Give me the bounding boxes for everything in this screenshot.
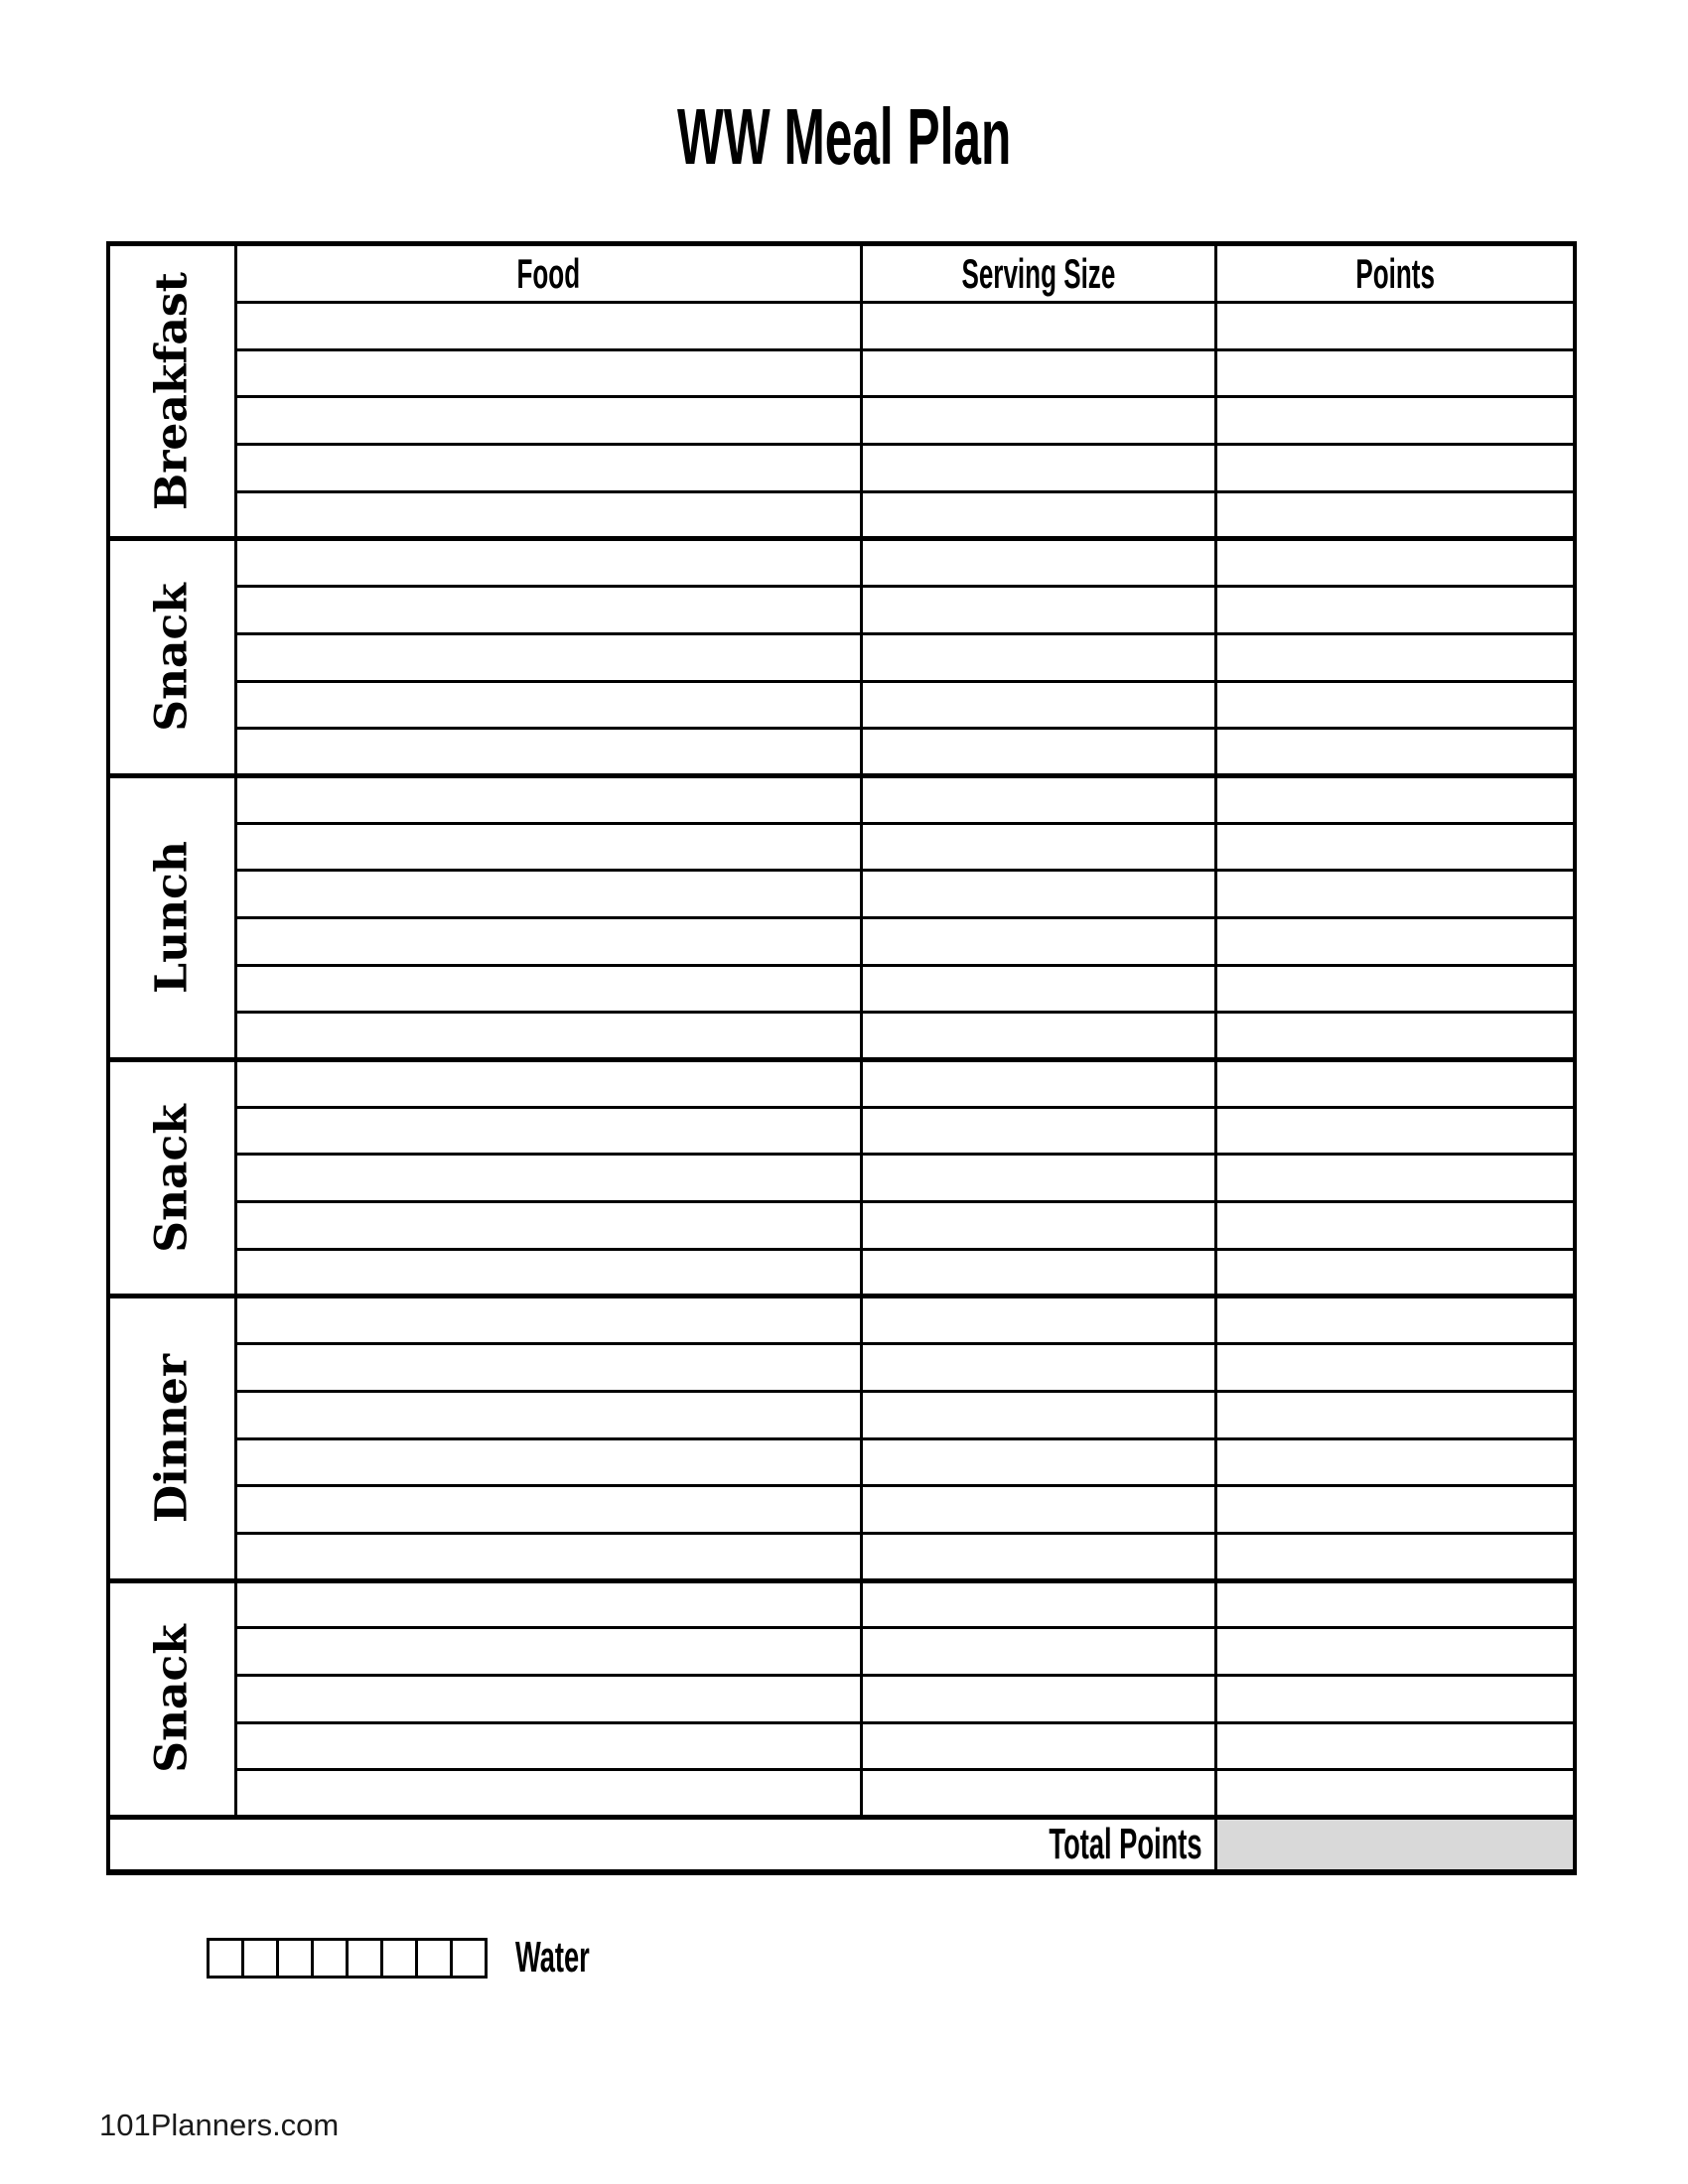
- water-checkbox[interactable]: [380, 1938, 418, 1979]
- meal-label-text: Snack: [146, 1103, 198, 1253]
- points-entry-cell[interactable]: [1215, 1107, 1575, 1155]
- meal-label-text: Snack: [146, 1624, 198, 1774]
- points-entry-cell[interactable]: [1215, 1202, 1575, 1250]
- total-points-row: [108, 1818, 1575, 1873]
- food-entry-cell[interactable]: [235, 823, 861, 871]
- table-row: [108, 1060, 1575, 1108]
- serving-size-entry-cell[interactable]: [861, 1722, 1215, 1770]
- serving-size-entry-cell[interactable]: [861, 539, 1215, 587]
- serving-size-entry-cell[interactable]: [861, 1580, 1215, 1628]
- serving-size-entry-cell[interactable]: [861, 729, 1215, 776]
- serving-size-entry-cell[interactable]: [861, 1628, 1215, 1676]
- table-row: [108, 349, 1575, 397]
- water-tracker: [207, 1933, 635, 1981]
- table-row: [108, 1580, 1575, 1628]
- points-entry-cell[interactable]: [1215, 1297, 1575, 1344]
- table-row: [108, 1297, 1575, 1344]
- serving-size-entry-cell[interactable]: [861, 303, 1215, 350]
- water-checkbox[interactable]: [276, 1938, 314, 1979]
- meal-label-text: Dinner: [146, 1353, 198, 1524]
- water-label-text: Water: [515, 1933, 590, 1981]
- serving-size-entry-cell[interactable]: [861, 1060, 1215, 1108]
- points-entry-cell[interactable]: [1215, 397, 1575, 445]
- food-entry-cell[interactable]: [235, 1722, 861, 1770]
- column-header-text: Food: [516, 249, 580, 297]
- serving-size-entry-cell[interactable]: [861, 1155, 1215, 1202]
- food-entry-cell[interactable]: [235, 491, 861, 539]
- points-entry-cell[interactable]: [1215, 491, 1575, 539]
- table-row: [108, 539, 1575, 587]
- points-entry-cell[interactable]: [1215, 871, 1575, 918]
- meal-label-text: Snack: [146, 583, 198, 732]
- points-entry-cell[interactable]: [1215, 729, 1575, 776]
- water-checkbox[interactable]: [241, 1938, 279, 1979]
- points-entry-cell[interactable]: [1215, 1770, 1575, 1818]
- food-entry-cell[interactable]: [235, 681, 861, 729]
- table-row: [108, 965, 1575, 1013]
- serving-size-entry-cell[interactable]: [861, 633, 1215, 681]
- points-entry-cell[interactable]: [1215, 1722, 1575, 1770]
- serving-size-entry-cell[interactable]: [861, 1770, 1215, 1818]
- serving-size-entry-cell[interactable]: [861, 397, 1215, 445]
- serving-size-entry-cell[interactable]: [861, 491, 1215, 539]
- table-row: [108, 1013, 1575, 1060]
- points-entry-cell[interactable]: [1215, 1628, 1575, 1676]
- table-row: [108, 917, 1575, 965]
- food-entry-cell[interactable]: [235, 917, 861, 965]
- water-checkbox[interactable]: [415, 1938, 453, 1979]
- points-entry-cell[interactable]: [1215, 1013, 1575, 1060]
- points-entry-cell[interactable]: [1215, 823, 1575, 871]
- serving-size-entry-cell[interactable]: [861, 1344, 1215, 1392]
- food-entry-cell[interactable]: [235, 1675, 861, 1722]
- food-entry-cell[interactable]: [235, 303, 861, 350]
- points-entry-cell[interactable]: [1215, 917, 1575, 965]
- food-entry-cell[interactable]: [235, 1202, 861, 1250]
- food-entry-cell[interactable]: [235, 1013, 861, 1060]
- table-row: [108, 775, 1575, 823]
- table-row: [108, 1628, 1575, 1676]
- column-header-row: [108, 244, 1575, 303]
- column-header-points: [1215, 244, 1575, 303]
- total-points-label: Total Points: [1049, 1820, 1202, 1868]
- points-entry-cell[interactable]: [1215, 1155, 1575, 1202]
- food-entry-cell[interactable]: [235, 539, 861, 587]
- meal-rows: [108, 244, 1575, 1818]
- food-entry-cell[interactable]: [235, 1155, 861, 1202]
- water-checkboxes: [207, 1938, 488, 1979]
- points-entry-cell[interactable]: [1215, 681, 1575, 729]
- serving-size-entry-cell[interactable]: [861, 1391, 1215, 1438]
- table-row: [108, 303, 1575, 350]
- serving-size-entry-cell[interactable]: [861, 1297, 1215, 1344]
- meal-section-label-snack-1: [108, 539, 235, 775]
- food-entry-cell[interactable]: [235, 1344, 861, 1392]
- meal-section-label-snack-5: [108, 1580, 235, 1817]
- table-row: [108, 823, 1575, 871]
- points-entry-cell[interactable]: [1215, 1438, 1575, 1486]
- food-entry-cell[interactable]: [235, 871, 861, 918]
- footer-site-text: 101Planners.com: [99, 2108, 340, 2142]
- water-checkbox[interactable]: [207, 1938, 244, 1979]
- serving-size-entry-cell[interactable]: [861, 871, 1215, 918]
- food-entry-cell[interactable]: [235, 633, 861, 681]
- meal-section-label-dinner-4: [108, 1297, 235, 1580]
- food-entry-cell[interactable]: [235, 729, 861, 776]
- table-row: [108, 1391, 1575, 1438]
- column-header-serving-size: [861, 244, 1215, 303]
- serving-size-entry-cell[interactable]: [861, 1486, 1215, 1534]
- serving-size-entry-cell[interactable]: [861, 1438, 1215, 1486]
- page-title: [0, 92, 1688, 181]
- serving-size-entry-cell[interactable]: [861, 681, 1215, 729]
- serving-size-entry-cell[interactable]: [861, 1533, 1215, 1580]
- food-entry-cell[interactable]: [235, 1486, 861, 1534]
- table-row: [108, 633, 1575, 681]
- points-entry-cell[interactable]: [1215, 965, 1575, 1013]
- points-entry-cell[interactable]: [1215, 775, 1575, 823]
- table-row: [108, 1675, 1575, 1722]
- meal-label-text: Lunch: [146, 841, 198, 995]
- table-row: [108, 1107, 1575, 1155]
- meal-section-label-lunch-2: [108, 775, 235, 1059]
- food-entry-cell[interactable]: [235, 1060, 861, 1108]
- table-row: [108, 681, 1575, 729]
- points-entry-cell[interactable]: [1215, 1060, 1575, 1108]
- column-header-food: [235, 244, 861, 303]
- points-entry-cell[interactable]: [1215, 633, 1575, 681]
- points-entry-cell[interactable]: [1215, 539, 1575, 587]
- table-row: [108, 491, 1575, 539]
- water-checkbox[interactable]: [450, 1938, 488, 1979]
- water-label: [515, 1933, 635, 1981]
- points-entry-cell[interactable]: [1215, 349, 1575, 397]
- table-row: [108, 871, 1575, 918]
- total-section: [108, 1818, 1575, 1873]
- food-entry-cell[interactable]: [235, 349, 861, 397]
- food-entry-cell[interactable]: [235, 775, 861, 823]
- serving-size-entry-cell[interactable]: [861, 349, 1215, 397]
- food-entry-cell[interactable]: [235, 1533, 861, 1580]
- food-entry-cell[interactable]: [235, 1438, 861, 1486]
- points-entry-cell[interactable]: [1215, 1533, 1575, 1580]
- food-entry-cell[interactable]: [235, 1770, 861, 1818]
- table-row: [108, 1770, 1575, 1818]
- page-title-text: WW Meal Plan: [676, 92, 1012, 181]
- food-entry-cell[interactable]: [235, 1580, 861, 1628]
- food-entry-cell[interactable]: [235, 1297, 861, 1344]
- table-row: [108, 445, 1575, 492]
- serving-size-entry-cell[interactable]: [861, 1202, 1215, 1250]
- table-row: [108, 1344, 1575, 1392]
- water-checkbox[interactable]: [346, 1938, 383, 1979]
- points-entry-cell[interactable]: [1215, 303, 1575, 350]
- serving-size-entry-cell[interactable]: [861, 823, 1215, 871]
- table-row: [108, 1533, 1575, 1580]
- meal-label-text: Breakfast: [146, 272, 198, 511]
- meal-section-label-snack-3: [108, 1060, 235, 1297]
- points-entry-cell[interactable]: [1215, 1486, 1575, 1534]
- food-entry-cell[interactable]: [235, 397, 861, 445]
- food-entry-cell[interactable]: [235, 587, 861, 634]
- food-entry-cell[interactable]: [235, 1249, 861, 1297]
- food-entry-cell[interactable]: [235, 965, 861, 1013]
- points-entry-cell[interactable]: [1215, 1391, 1575, 1438]
- table-row: [108, 1202, 1575, 1250]
- meal-plan-table: [106, 241, 1577, 1875]
- serving-size-entry-cell[interactable]: [861, 1107, 1215, 1155]
- water-checkbox[interactable]: [311, 1938, 349, 1979]
- table-row: [108, 397, 1575, 445]
- points-entry-cell[interactable]: [1215, 1249, 1575, 1297]
- serving-size-entry-cell[interactable]: [861, 1675, 1215, 1722]
- points-entry-cell[interactable]: [1215, 1344, 1575, 1392]
- table-row: [108, 1155, 1575, 1202]
- serving-size-entry-cell[interactable]: [861, 917, 1215, 965]
- food-entry-cell[interactable]: [235, 1107, 861, 1155]
- food-entry-cell[interactable]: [235, 1628, 861, 1676]
- serving-size-entry-cell[interactable]: [861, 775, 1215, 823]
- serving-size-entry-cell[interactable]: [861, 1013, 1215, 1060]
- serving-size-entry-cell[interactable]: [861, 1249, 1215, 1297]
- table-row: [108, 1249, 1575, 1297]
- serving-size-entry-cell[interactable]: [861, 445, 1215, 492]
- food-entry-cell[interactable]: [235, 445, 861, 492]
- table-row: [108, 729, 1575, 776]
- points-entry-cell[interactable]: [1215, 1675, 1575, 1722]
- total-points-value-cell[interactable]: [1215, 1818, 1575, 1873]
- serving-size-entry-cell[interactable]: [861, 965, 1215, 1013]
- points-entry-cell[interactable]: [1215, 445, 1575, 492]
- table-row: [108, 1722, 1575, 1770]
- table-row: [108, 587, 1575, 634]
- table-row: [108, 1438, 1575, 1486]
- points-entry-cell[interactable]: [1215, 587, 1575, 634]
- column-header-text: Points: [1354, 249, 1435, 297]
- table-row: [108, 1486, 1575, 1534]
- total-points-label-cell: [108, 1818, 1215, 1873]
- points-entry-cell[interactable]: [1215, 1580, 1575, 1628]
- serving-size-entry-cell[interactable]: [861, 587, 1215, 634]
- column-header-text: Serving Size: [961, 249, 1115, 297]
- meal-section-label-breakfast-0: [108, 244, 235, 539]
- food-entry-cell[interactable]: [235, 1391, 861, 1438]
